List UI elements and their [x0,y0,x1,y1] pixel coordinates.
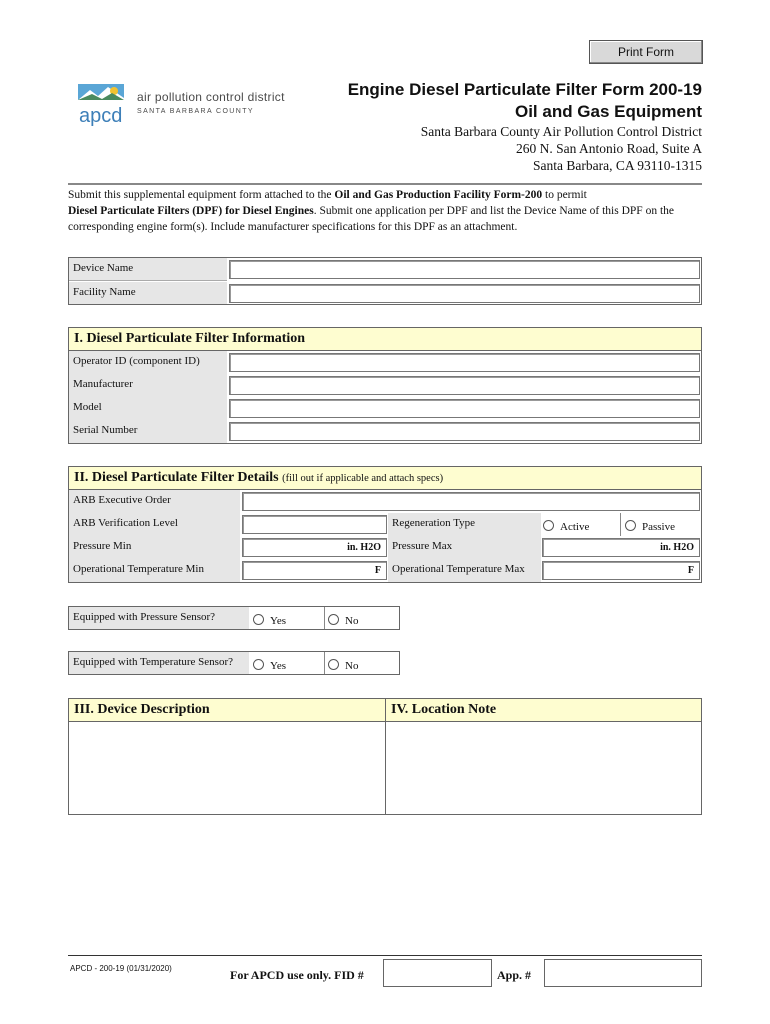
pressure-sensor-no-option[interactable] [328,611,398,627]
device-description-textarea[interactable] [68,721,386,815]
app-number-input[interactable] [544,959,702,987]
model-label: Model [69,397,227,420]
section-1-header: I. Diesel Particulate Filter Information [68,327,702,351]
app-number-label: App. # [497,968,532,982]
logo-emblem-icon [78,84,126,126]
regeneration-type-label: Regeneration Type [388,513,541,536]
section-3-header: III. Device Description [68,698,386,722]
location-note-textarea[interactable] [385,721,702,815]
svg-text:apcd: apcd [79,105,123,126]
intro-bold-dpf: Diesel Particulate Filters (DPF) for Diesel Engines [68,205,314,217]
section-2-header [68,466,702,490]
arb-executive-order-input[interactable] [242,492,700,511]
agency-address [421,123,702,174]
temperature-sensor-yes-option[interactable] [253,656,323,672]
temperature-max-label: Operational Temperature Max [388,559,541,582]
temperature-sensor-yes-label: Yes [270,660,287,672]
regen-passive-option[interactable] [625,517,701,535]
section-4-header: IV. Location Note [385,698,702,722]
intro-text-1: Submit this supplemental equipment form attached to the [68,189,335,201]
apcd-use-fid-label: For APCD use only. FID # [230,968,364,982]
section-1-table [68,350,702,444]
logo-org-name: air pollution control district [137,90,285,104]
temperature-sensor-divider [324,652,325,674]
serial-number-label: Serial Number [69,420,227,443]
agency-street: 260 N. San Antonio Road, Suite A [515,141,702,156]
regen-passive-label: Passive [642,521,675,533]
operator-id-label: Operator ID (component ID) [69,351,227,374]
arb-verification-level-input[interactable] [242,515,387,534]
form-title-line2: Oil and Gas Equipment [514,102,702,121]
pressure-min-label: Pressure Min [69,536,240,559]
device-facility-table [68,257,702,305]
pressure-sensor-no-label: No [345,615,359,627]
pressure-sensor-yes-radio[interactable] [253,614,264,625]
temperature-sensor-yes-radio[interactable] [253,659,264,670]
footer-divider [68,955,702,956]
temperature-sensor-no-radio[interactable] [328,659,339,670]
temperature-min-label: Operational Temperature Min [69,559,240,582]
regen-divider [620,513,621,536]
intro-paragraph [68,187,708,235]
manufacturer-label: Manufacturer [69,374,227,397]
temperature-sensor-question [68,651,400,675]
section-2-note: (fill out if applicable and attach specs) [282,473,444,484]
temperature-max-input[interactable]: F [542,561,700,580]
pressure-sensor-yes-label: Yes [270,615,287,627]
form-title-line1: Engine Diesel Particulate Filter Form 200-19 [347,80,702,99]
regen-passive-radio[interactable] [625,520,636,531]
device-name-input[interactable] [229,260,700,279]
facility-name-label: Facility Name [69,282,227,304]
temperature-sensor-label: Equipped with Temperature Sensor? [69,652,249,674]
serial-number-input[interactable] [229,422,700,441]
header-divider [68,183,702,185]
device-name-label: Device Name [69,258,227,281]
regen-active-radio[interactable] [543,520,554,531]
intro-text-3: . Submit one application per DPF and list the Device Name of this DPF on the corresponding engine form(s). Include manufacturer specifications for this DPF as an attachment. [68,205,674,233]
manufacturer-input[interactable] [229,376,700,395]
pressure-min-input[interactable]: in. H2O [242,538,387,557]
section-2-title: II. Diesel Particulate Filter Details [74,470,279,485]
facility-name-input[interactable] [229,284,700,303]
print-form-button[interactable]: Print Form [589,40,703,64]
intro-bold-form-name: Oil and Gas Production Facility Form-200 [334,189,543,201]
regen-active-option[interactable] [543,517,621,535]
temperature-sensor-no-option[interactable] [328,656,398,672]
pressure-max-input[interactable]: in. H2O [542,538,700,557]
temperature-min-input[interactable]: F [242,561,387,580]
agency-name: Santa Barbara County Air Pollution Control District [420,124,702,139]
pressure-sensor-divider [324,607,325,629]
temperature-sensor-no-label: No [345,660,359,672]
model-input[interactable] [229,399,700,418]
form-revision-code: APCD - 200-19 (01/31/2020) [70,964,172,973]
logo-county-name: SANTA BARBARA COUNTY [137,108,254,115]
regen-active-label: Active [560,521,590,533]
pressure-sensor-label: Equipped with Pressure Sensor? [69,607,249,629]
pressure-max-label: Pressure Max [388,536,541,559]
pressure-sensor-yes-option[interactable] [253,611,323,627]
apcd-logo [78,84,126,126]
arb-executive-order-label: ARB Executive Order [69,490,240,513]
intro-text-2: to permit [542,189,587,201]
agency-city: Santa Barbara, CA 93110-1315 [533,158,702,173]
section-2-table [68,489,702,583]
pressure-sensor-question [68,606,400,630]
arb-verification-level-label: ARB Verification Level [69,513,240,536]
fid-input[interactable] [383,959,492,987]
form-title [348,79,702,123]
pressure-sensor-no-radio[interactable] [328,614,339,625]
operator-id-input[interactable] [229,353,700,372]
